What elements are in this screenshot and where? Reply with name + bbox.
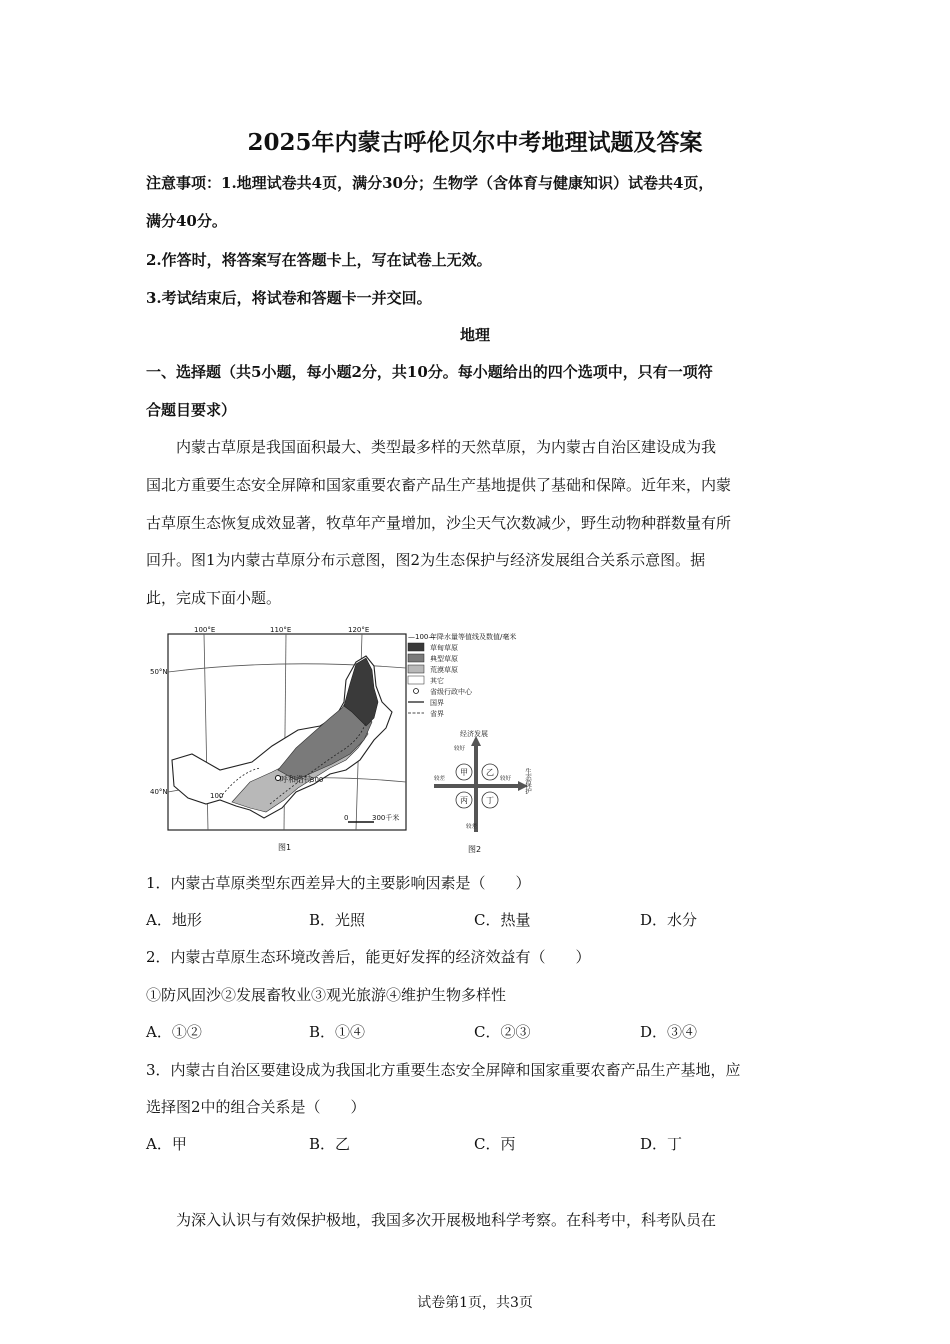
- q2-option-c[interactable]: C．②③: [474, 1023, 531, 1041]
- quad-jia: 甲: [460, 768, 468, 777]
- notes-line-1: 注意事项：1.地理试卷共4页，满分30分；生物学（含体育与健康知识）试卷共4页，: [146, 174, 714, 192]
- legend-isohyet: 年降水量等值线及数值/毫米: [430, 633, 517, 641]
- q3-option-d[interactable]: D．丁: [640, 1135, 683, 1153]
- passage-1-line-3: 古草原生态恢复成效显著，牧草年产量增加，沙尘天气次数减少，野生动物种群数量有所: [146, 514, 732, 532]
- question-2-sub: ①防风固沙②发展畜牧业③观光旅游④维护生物多样性: [146, 986, 507, 1004]
- legend-province: 省界: [430, 710, 444, 718]
- notes-item-3: 3.考试结束后，将试卷和答题卡一并交回。: [146, 289, 432, 307]
- page-title: 2025年内蒙古呼伦贝尔中考地理试题及答案: [247, 129, 703, 156]
- page-footer: 试卷第1页，共3页: [417, 1295, 533, 1311]
- legend-swatch-meadow: [408, 643, 424, 651]
- passage-1-line-2: 国北方重要生态安全屏障和国家重要农畜产品生产基地提供了基础和保障。近年来，内蒙: [146, 476, 732, 494]
- legend-other: 其它: [430, 677, 444, 685]
- q2-option-b[interactable]: B．①④: [309, 1023, 366, 1041]
- question-3-stem: 3．内蒙古自治区要建设成为我国北方重要生态安全屏障和国家重要农畜产品生产基地，应: [146, 1061, 741, 1079]
- legend-swatch-desert: [408, 665, 424, 673]
- figure-1-legend: [408, 630, 543, 725]
- y-high-label: 较好: [454, 746, 466, 752]
- legend-border: 国界: [430, 699, 444, 707]
- iso-label-300: 300: [310, 776, 324, 784]
- figure-2-diagram: [428, 728, 538, 858]
- quad-bing: 丙: [460, 796, 468, 805]
- y-low-label: 较差: [466, 824, 478, 830]
- q1-option-a[interactable]: A．地形: [146, 911, 202, 929]
- q2-option-a[interactable]: A．①②: [146, 1023, 202, 1041]
- lat-label-40: 40°N: [150, 788, 168, 796]
- q2-option-d[interactable]: D．③④: [640, 1023, 698, 1041]
- legend-capital: 省级行政中心: [430, 688, 472, 696]
- lat-label-50: 50°N: [150, 668, 168, 676]
- lon-label-110: 110°E: [270, 626, 292, 634]
- legend-typical: 典型草原: [430, 655, 458, 663]
- q3-option-b[interactable]: B．乙: [309, 1135, 351, 1153]
- passage-1-line-5: 此，完成下面小题。: [146, 589, 282, 607]
- question-2-stem: 2．内蒙古草原生态环境改善后，能更好发挥的经济效益有（ ）: [146, 948, 591, 966]
- quad-yi: 乙: [486, 768, 494, 777]
- scale-zero: 0: [344, 814, 349, 822]
- q1-option-d[interactable]: D．水分: [640, 911, 698, 929]
- city-label: 呼和浩特: [280, 775, 312, 784]
- passage-1-line-1: 内蒙古草原是我国面积最大、类型最多样的天然草原，为内蒙古自治区建设成为我: [176, 438, 717, 456]
- lon-label-120: 120°E: [348, 626, 370, 634]
- legend-meadow: 草甸草原: [430, 644, 458, 652]
- scale-end: 300千米: [372, 814, 400, 822]
- question-3-stem-2: 选择图2中的组合关系是（ ）: [146, 1098, 366, 1116]
- subject-heading: 地理: [459, 326, 490, 344]
- figure-1-map: [150, 622, 415, 857]
- quad-ding: 丁: [486, 796, 494, 805]
- section-1-line-1: 一、选择题（共5小题，每小题2分，共10分。每小题给出的四个选项中，只有一项符: [146, 363, 713, 381]
- q1-option-c[interactable]: C．热量: [474, 911, 531, 929]
- legend-swatch-typical: [408, 654, 424, 662]
- notes-line-2: 满分40分。: [146, 212, 227, 230]
- legend-sample: —100—: [408, 633, 436, 641]
- q1-option-b[interactable]: B．光照: [309, 911, 366, 929]
- passage-2-line-1: 为深入认识与有效保护极地，我国多次开展极地科学考察。在科考中，科考队员在: [176, 1211, 717, 1229]
- legend-swatch-other: [408, 676, 424, 684]
- legend-desert: 荒漠草原: [430, 666, 458, 674]
- lon-label-100: 100°E: [194, 626, 216, 634]
- legend-capital-icon: [414, 689, 419, 694]
- question-1-stem: 1．内蒙古草原类型东西差异大的主要影响因素是（ ）: [146, 874, 531, 892]
- passage-1-line-4: 回升。图1为内蒙古草原分布示意图，图2为生态保护与经济发展组合关系示意图。据: [146, 551, 706, 569]
- axis-y-label: 经济发展: [460, 730, 488, 738]
- figure-1-caption: 图1: [278, 843, 292, 852]
- notes-item-2: 2.作答时，将答案写在答题卡上，写在试卷上无效。: [146, 251, 492, 269]
- figure-2-caption: 图2: [468, 845, 482, 854]
- section-1-line-2: 合题目要求）: [146, 401, 237, 419]
- x-low-label: 较差: [434, 776, 446, 782]
- iso-label-100: 100: [210, 792, 224, 800]
- axis-x-label: 生态保护: [524, 768, 532, 794]
- x-high-label: 较好: [500, 776, 512, 782]
- q3-option-c[interactable]: C．丙: [474, 1135, 516, 1153]
- q3-option-a[interactable]: A．甲: [146, 1135, 187, 1153]
